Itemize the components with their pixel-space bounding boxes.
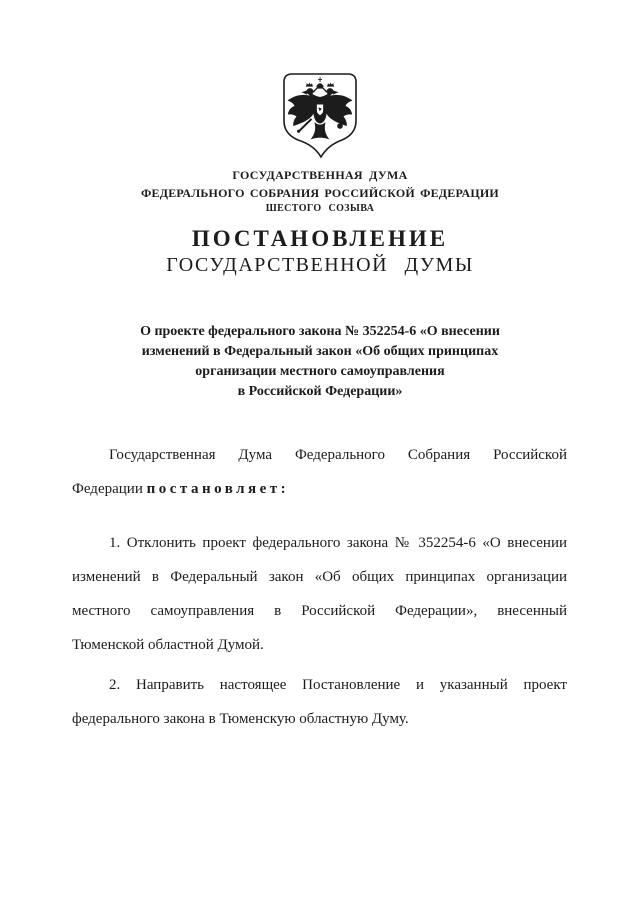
item-1-line-2: изменений в Федеральный закон «Об общих принципах организации: [72, 569, 567, 585]
coat-of-arms-icon: [283, 73, 357, 159]
doc-subject: [0, 322, 640, 402]
item-1-line-3: местного самоуправления в Российской Федерации», внесенный: [72, 603, 567, 619]
intro-line-2-normal: Федерации: [72, 481, 147, 497]
intro-line-2: [72, 472, 567, 506]
item-2-line-1: 2. Направить настоящее Постановление и указанный проект: [109, 677, 567, 693]
resolution-item-1: [72, 526, 567, 662]
doc-subject-line-2: изменений в Федеральный закон «Об общих принципах: [141, 344, 499, 359]
intro-paragraph: [72, 438, 567, 506]
org-name-line-1: ГОСУДАРСТВЕННАЯ ДУМА: [232, 168, 408, 182]
item-1-line-1: 1. Отклонить проект федерального закона № 352254-6 «О внесении: [109, 535, 567, 551]
doc-issuer-title: ГОСУДАРСТВЕННОЙ ДУМЫ: [166, 254, 474, 276]
item-1-line-4: Тюменской областной Думой.: [72, 637, 264, 653]
intro-line-1: Государственная Дума Федерального Собрания Российской: [109, 447, 567, 463]
resolution-item-2: [72, 668, 567, 736]
item-2-line-2: федерального закона в Тюменскую областную Думу.: [72, 711, 409, 727]
intro-line-2-resolves: постановляет:: [146, 481, 290, 497]
doc-subject-line-1: О проекте федерального закона № 352254-6 «О внесении: [140, 324, 500, 339]
doc-body: [72, 438, 567, 736]
doc-type-title: ПОСТАНОВЛЕНИЕ: [191, 226, 449, 251]
org-name-line-2: ФЕДЕРАЛЬНОГО СОБРАНИЯ РОССИЙСКОЙ ФЕДЕРАЦИИ: [141, 186, 499, 200]
org-convocation-line: ШЕСТОГО СОЗЫВА: [265, 203, 375, 214]
doc-subject-line-4: в Российской Федерации»: [237, 384, 403, 399]
double-headed-eagle-shield: [283, 73, 357, 159]
doc-subject-line-3: организации местного самоуправления: [195, 364, 445, 379]
